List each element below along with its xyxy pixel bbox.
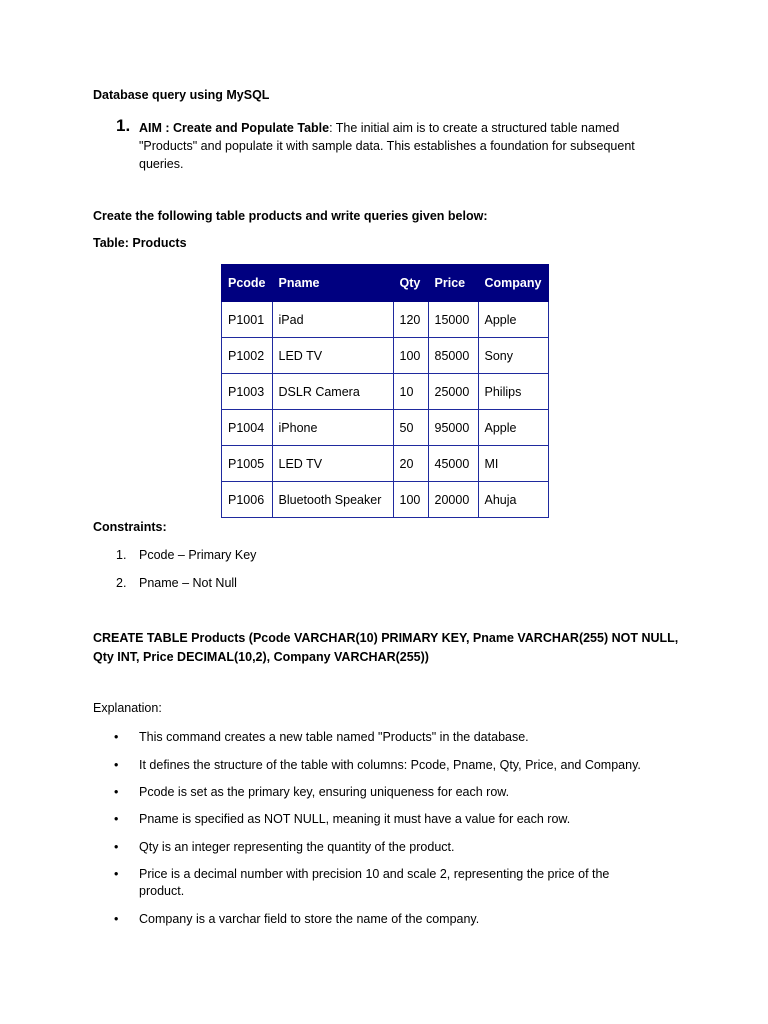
explanation-text: Price is a decimal number with precision 10 and scale 2, representing the price of the product.	[139, 867, 610, 898]
header-pcode: Pcode	[222, 265, 273, 302]
cell-pname: LED TV	[272, 338, 393, 374]
constraint-text: Pname – Not Null	[139, 576, 237, 590]
table-row	[222, 338, 549, 374]
constraint-item	[116, 576, 237, 590]
explanation-item	[114, 811, 654, 828]
cell-pcode: P1001	[222, 302, 273, 338]
cell-pcode: P1003	[222, 374, 273, 410]
cell-pcode: P1005	[222, 446, 273, 482]
explanation-text: This command creates a new table named "Products" in the database.	[139, 730, 529, 744]
cell-qty: 20	[393, 446, 428, 482]
create-table-sql: CREATE TABLE Products (Pcode VARCHAR(10) PRIMARY KEY, Pname VARCHAR(255) NOT NULL, Qty INT, Price DECIMAL(10,2), Company VARCHAR(255))	[93, 631, 679, 664]
cell-qty: 100	[393, 482, 428, 518]
bullet-icon: •	[114, 812, 119, 826]
cell-qty: 120	[393, 302, 428, 338]
cell-qty: 100	[393, 338, 428, 374]
explanation-item	[114, 784, 654, 801]
cell-company: MI	[478, 446, 548, 482]
cell-company: Philips	[478, 374, 548, 410]
bullet-icon: •	[114, 730, 119, 744]
cell-qty: 10	[393, 374, 428, 410]
cell-pname: LED TV	[272, 446, 393, 482]
explanation-item	[114, 839, 654, 856]
table-header-row	[222, 265, 549, 302]
cell-pname: Bluetooth Speaker	[272, 482, 393, 518]
cell-company: Apple	[478, 410, 548, 446]
cell-price: 45000	[428, 446, 478, 482]
explanation-text: It defines the structure of the table with columns: Pcode, Pname, Qty, Price, and Company.	[139, 758, 641, 772]
aim-description: : The initial aim is to create a structured table named "Products" and populate it with sample data. This establishes a foundation for subsequent queries.	[139, 121, 635, 171]
table-label: Table: Products	[93, 236, 187, 250]
cell-pname: DSLR Camera	[272, 374, 393, 410]
table-row	[222, 302, 549, 338]
bullet-icon: •	[114, 758, 119, 772]
cell-price: 15000	[428, 302, 478, 338]
explanation-item	[114, 729, 654, 746]
table-instruction: Create the following table products and write queries given below:	[93, 209, 488, 223]
document-title: Database query using MySQL	[93, 88, 270, 102]
cell-price: 95000	[428, 410, 478, 446]
cell-price: 20000	[428, 482, 478, 518]
table-row	[222, 482, 549, 518]
constraint-number: 2.	[116, 576, 127, 590]
cell-price: 25000	[428, 374, 478, 410]
explanation-text: Pname is specified as NOT NULL, meaning it must have a value for each row.	[139, 812, 571, 826]
constraints-heading: Constraints:	[93, 520, 167, 534]
cell-pcode: P1002	[222, 338, 273, 374]
table-row	[222, 410, 549, 446]
header-company: Company	[478, 265, 548, 302]
header-qty: Qty	[393, 265, 428, 302]
header-price: Price	[428, 265, 478, 302]
header-pname: Pname	[272, 265, 393, 302]
constraint-number: 1.	[116, 548, 127, 562]
cell-price: 85000	[428, 338, 478, 374]
aim-label: AIM : Create and Populate Table	[139, 121, 330, 135]
cell-company: Ahuja	[478, 482, 548, 518]
explanation-text: Company is a varchar field to store the name of the company.	[139, 912, 480, 926]
table-row	[222, 374, 549, 410]
bullet-icon: •	[114, 912, 119, 926]
aim-paragraph	[139, 119, 674, 173]
explanation-heading: Explanation:	[93, 701, 162, 715]
explanation-item	[114, 757, 654, 774]
bullet-icon: •	[114, 840, 119, 854]
cell-pcode: P1006	[222, 482, 273, 518]
explanation-text: Qty is an integer representing the quantity of the product.	[139, 840, 455, 854]
explanation-item	[114, 866, 654, 900]
cell-qty: 50	[393, 410, 428, 446]
cell-pname: iPad	[272, 302, 393, 338]
constraint-item	[116, 548, 256, 562]
cell-pcode: P1004	[222, 410, 273, 446]
aim-number: 1.	[116, 116, 131, 135]
explanation-text: Pcode is set as the primary key, ensuring uniqueness for each row.	[139, 785, 510, 799]
explanation-item	[114, 911, 654, 928]
products-table	[221, 264, 549, 518]
constraint-text: Pcode – Primary Key	[139, 548, 257, 562]
cell-company: Sony	[478, 338, 548, 374]
cell-company: Apple	[478, 302, 548, 338]
cell-pname: iPhone	[272, 410, 393, 446]
bullet-icon: •	[114, 867, 119, 881]
bullet-icon: •	[114, 785, 119, 799]
table-row	[222, 446, 549, 482]
